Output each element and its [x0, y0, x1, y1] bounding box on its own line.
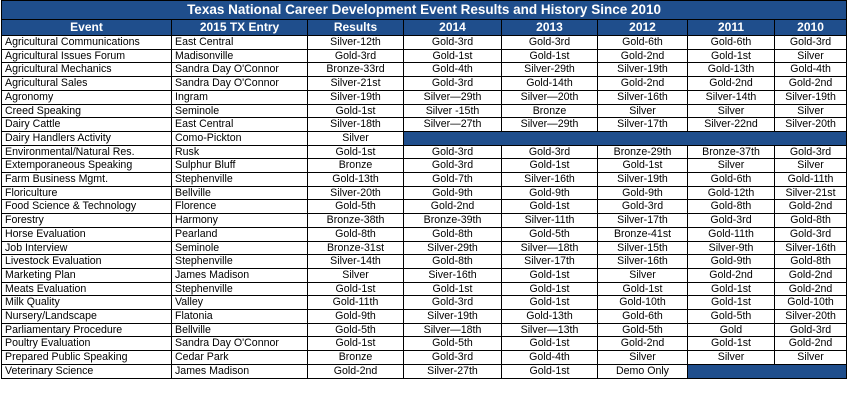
result-cell: Gold-1st: [502, 200, 598, 214]
column-header-2012: 2012: [598, 20, 688, 36]
event-name-cell: Prepared Public Speaking: [2, 351, 172, 365]
result-cell: Silver-16th: [775, 241, 847, 255]
event-name-cell: Food Science & Technology: [2, 200, 172, 214]
result-cell: Silver—27th: [404, 118, 502, 132]
result-cell: Silver-19th: [598, 63, 688, 77]
result-cell: Gold-1st: [598, 282, 688, 296]
result-cell: Silver-17th: [598, 118, 688, 132]
result-cell: Silver-29th: [502, 63, 598, 77]
result-cell: Silver-12th: [308, 36, 404, 50]
entry-cell: Sandra Day O'Connor: [172, 77, 308, 91]
result-cell: Silver-16th: [598, 255, 688, 269]
event-name-cell: Creed Speaking: [2, 104, 172, 118]
event-name-cell: Veterinary Science: [2, 364, 172, 378]
result-cell: Gold-2nd: [775, 337, 847, 351]
result-cell: Gold-4th: [404, 63, 502, 77]
result-cell: Silver-17th: [598, 214, 688, 228]
result-cell: Silver-20th: [775, 118, 847, 132]
table-row: [2, 296, 847, 310]
result-cell: Silver-20th: [308, 186, 404, 200]
result-cell: Gold-8th: [775, 214, 847, 228]
table-row: [2, 227, 847, 241]
result-cell: Gold-2nd: [775, 200, 847, 214]
result-cell: Gold-8th: [688, 200, 775, 214]
table-row: [2, 90, 847, 104]
entry-cell: Bellville: [172, 186, 308, 200]
result-cell: Silver: [598, 351, 688, 365]
result-cell: Silver-16th: [598, 90, 688, 104]
entry-cell: Sulphur Bluff: [172, 159, 308, 173]
table-row: [2, 241, 847, 255]
table-row: [2, 49, 847, 63]
table-row: [2, 173, 847, 187]
result-cell: Gold-11th: [688, 227, 775, 241]
result-cell: Silver-20th: [775, 310, 847, 324]
entry-cell: Seminole: [172, 104, 308, 118]
result-cell: Gold-1st: [502, 364, 598, 378]
entry-cell: James Madison: [172, 364, 308, 378]
result-cell: Gold-5th: [308, 200, 404, 214]
result-cell: Gold-3rd: [598, 200, 688, 214]
result-cell: Gold-3rd: [404, 296, 502, 310]
result-cell: Gold-4th: [502, 351, 598, 365]
result-cell: Gold-9th: [688, 255, 775, 269]
result-cell: Bronze-38th: [308, 214, 404, 228]
result-cell: Gold-8th: [775, 255, 847, 269]
table-row: [2, 268, 847, 282]
column-header-results: Results: [308, 20, 404, 36]
result-cell: Gold-6th: [688, 36, 775, 50]
table-row: [2, 337, 847, 351]
table-row: [2, 214, 847, 228]
result-cell: Silver-14th: [308, 255, 404, 269]
event-name-cell: Marketing Plan: [2, 268, 172, 282]
entry-cell: Florence: [172, 200, 308, 214]
result-cell: Gold-1st: [688, 282, 775, 296]
result-cell: Gold-2nd: [775, 77, 847, 91]
event-name-cell: Floriculture: [2, 186, 172, 200]
result-cell: Gold-1st: [308, 282, 404, 296]
result-cell: Gold-2nd: [688, 268, 775, 282]
event-name-cell: Farm Business Mgmt.: [2, 173, 172, 187]
event-name-cell: Extemporaneous Speaking: [2, 159, 172, 173]
table-row: [2, 186, 847, 200]
event-name-cell: Horse Evaluation: [2, 227, 172, 241]
event-name-cell: Environmental/Natural Res.: [2, 145, 172, 159]
result-cell: Gold-2nd: [598, 77, 688, 91]
result-cell: Gold-13th: [688, 63, 775, 77]
table-row: [2, 104, 847, 118]
result-cell: Gold-1st: [308, 104, 404, 118]
column-header-2015-tx-entry: 2015 TX Entry: [172, 20, 308, 36]
result-cell: Gold: [688, 323, 775, 337]
event-name-cell: Agronomy: [2, 90, 172, 104]
column-header-2014: 2014: [404, 20, 502, 36]
table-row: [2, 118, 847, 132]
result-cell: Silver-9th: [688, 241, 775, 255]
result-cell: Bronze: [502, 104, 598, 118]
result-cell: Gold-2nd: [598, 337, 688, 351]
result-cell: Gold-3rd: [404, 159, 502, 173]
entry-cell: East Central: [172, 36, 308, 50]
result-cell: Gold-1st: [404, 49, 502, 63]
result-cell: Gold-1st: [308, 337, 404, 351]
result-cell: Gold-11th: [308, 296, 404, 310]
result-cell: Gold-2nd: [775, 282, 847, 296]
result-cell: Gold-6th: [598, 310, 688, 324]
result-cell: Silver: [308, 131, 404, 145]
event-name-cell: Dairy Cattle: [2, 118, 172, 132]
result-cell: Silver: [598, 104, 688, 118]
result-cell: Gold-9th: [598, 186, 688, 200]
result-cell: Silver-21st: [775, 186, 847, 200]
result-cell: Silver-17th: [502, 255, 598, 269]
result-cell: Silver: [688, 159, 775, 173]
entry-cell: Stephenville: [172, 255, 308, 269]
result-cell: Silver-14th: [688, 90, 775, 104]
result-cell: Gold-3rd: [502, 36, 598, 50]
entry-cell: Ingram: [172, 90, 308, 104]
entry-cell: Madisonville: [172, 49, 308, 63]
event-name-cell: Forestry: [2, 214, 172, 228]
blank-cell: [404, 131, 847, 145]
result-cell: Silver—13th: [502, 323, 598, 337]
result-cell: Gold-4th: [775, 63, 847, 77]
result-cell: Gold-5th: [598, 323, 688, 337]
result-cell: Gold-6th: [598, 36, 688, 50]
result-cell: Gold-11th: [775, 173, 847, 187]
result-cell: Gold-1st: [308, 145, 404, 159]
result-cell: Gold-14th: [502, 77, 598, 91]
result-cell: Silver-18th: [308, 118, 404, 132]
result-cell: Gold-3rd: [308, 49, 404, 63]
column-header-2013: 2013: [502, 20, 598, 36]
result-cell: Gold-9th: [502, 186, 598, 200]
entry-cell: Rusk: [172, 145, 308, 159]
result-cell: Gold-1st: [688, 296, 775, 310]
table-row: [2, 145, 847, 159]
entry-cell: James Madison: [172, 268, 308, 282]
result-cell: Gold-5th: [404, 337, 502, 351]
result-cell: Gold-3rd: [688, 214, 775, 228]
result-cell: Silver -15th: [404, 104, 502, 118]
blank-cell: [688, 364, 847, 378]
result-cell: Gold-10th: [598, 296, 688, 310]
entry-cell: Cedar Park: [172, 351, 308, 365]
table-body: [2, 36, 847, 379]
result-cell: Gold-1st: [598, 159, 688, 173]
result-cell: Silver-19th: [598, 173, 688, 187]
result-cell: Silver—20th: [502, 90, 598, 104]
result-cell: Gold-13th: [502, 310, 598, 324]
result-cell: Gold-7th: [404, 173, 502, 187]
result-cell: Silver-15th: [598, 241, 688, 255]
result-cell: Gold-12th: [688, 186, 775, 200]
result-cell: Gold-2nd: [404, 200, 502, 214]
result-cell: Bronze-29th: [598, 145, 688, 159]
event-name-cell: Job Interview: [2, 241, 172, 255]
table-row: [2, 36, 847, 50]
event-name-cell: Livestock Evaluation: [2, 255, 172, 269]
result-cell: Silver-29th: [404, 241, 502, 255]
result-cell: Silver: [775, 104, 847, 118]
entry-cell: Como-Pickton: [172, 131, 308, 145]
result-cell: Bronze-39th: [404, 214, 502, 228]
result-cell: Gold-10th: [775, 296, 847, 310]
event-name-cell: Milk Quality: [2, 296, 172, 310]
result-cell: Bronze-37th: [688, 145, 775, 159]
result-cell: Gold-8th: [308, 227, 404, 241]
result-cell: Silver: [308, 268, 404, 282]
entry-cell: Pearland: [172, 227, 308, 241]
table-row: [2, 364, 847, 378]
column-header-event: Event: [2, 20, 172, 36]
result-cell: Gold-1st: [502, 296, 598, 310]
result-cell: Gold-3rd: [775, 227, 847, 241]
result-cell: Siver-16th: [404, 268, 502, 282]
result-cell: Silver: [775, 49, 847, 63]
event-name-cell: Agricultural Communications: [2, 36, 172, 50]
result-cell: Gold-13th: [308, 173, 404, 187]
result-cell: Gold-3rd: [775, 323, 847, 337]
result-cell: Gold-5th: [502, 227, 598, 241]
entry-cell: Valley: [172, 296, 308, 310]
result-cell: Silver-27th: [404, 364, 502, 378]
column-header-row: [2, 20, 847, 36]
result-cell: Silver-16th: [502, 173, 598, 187]
result-cell: Silver-19th: [308, 90, 404, 104]
result-cell: Silver: [598, 268, 688, 282]
result-cell: Gold-3rd: [404, 36, 502, 50]
table-row: [2, 351, 847, 365]
result-cell: Silver: [688, 351, 775, 365]
result-cell: Gold-9th: [404, 186, 502, 200]
result-cell: Gold-2nd: [775, 268, 847, 282]
event-name-cell: Poultry Evaluation: [2, 337, 172, 351]
result-cell: Gold-1st: [502, 159, 598, 173]
event-name-cell: Dairy Handlers Activity: [2, 131, 172, 145]
table-row: [2, 131, 847, 145]
result-cell: Silver: [688, 104, 775, 118]
entry-cell: Stephenville: [172, 282, 308, 296]
result-cell: Gold-1st: [502, 49, 598, 63]
result-cell: Bronze-31st: [308, 241, 404, 255]
result-cell: Gold-5th: [688, 310, 775, 324]
event-name-cell: Agricultural Issues Forum: [2, 49, 172, 63]
entry-cell: Bellville: [172, 323, 308, 337]
result-cell: Gold-6th: [688, 173, 775, 187]
table-row: [2, 200, 847, 214]
result-cell: Gold-3rd: [404, 351, 502, 365]
results-table: [1, 0, 847, 379]
result-cell: Silver: [775, 351, 847, 365]
result-cell: Silver—29th: [502, 118, 598, 132]
event-name-cell: Meats Evaluation: [2, 282, 172, 296]
result-cell: Gold-1st: [688, 337, 775, 351]
entry-cell: Flatonia: [172, 310, 308, 324]
result-cell: Bronze: [308, 351, 404, 365]
result-cell: Bronze-33rd: [308, 63, 404, 77]
result-cell: Gold-1st: [502, 268, 598, 282]
result-cell: Gold-3rd: [775, 36, 847, 50]
table-row: [2, 63, 847, 77]
entry-cell: Harmony: [172, 214, 308, 228]
result-cell: Gold-9th: [308, 310, 404, 324]
result-cell: Silver—18th: [502, 241, 598, 255]
result-cell: Gold-8th: [404, 255, 502, 269]
entry-cell: Seminole: [172, 241, 308, 255]
result-cell: Bronze: [308, 159, 404, 173]
result-cell: Silver—18th: [404, 323, 502, 337]
result-cell: Silver-22nd: [688, 118, 775, 132]
result-cell: Silver-21st: [308, 77, 404, 91]
result-cell: Gold-3rd: [404, 77, 502, 91]
column-header-2010: 2010: [775, 20, 847, 36]
table-title: Texas National Career Development Event Results and History Since 2010: [2, 1, 847, 20]
result-cell: Gold-1st: [404, 282, 502, 296]
result-cell: Silver: [775, 159, 847, 173]
entry-cell: East Central: [172, 118, 308, 132]
table-row: [2, 255, 847, 269]
table-row: [2, 282, 847, 296]
entry-cell: Sandra Day O'Connor: [172, 337, 308, 351]
table-row: [2, 77, 847, 91]
result-cell: Gold-2nd: [308, 364, 404, 378]
result-cell: Silver-11th: [502, 214, 598, 228]
result-cell: Bronze-41st: [598, 227, 688, 241]
entry-cell: Sandra Day O'Connor: [172, 63, 308, 77]
result-cell: Gold-8th: [404, 227, 502, 241]
result-cell: Gold-1st: [502, 282, 598, 296]
entry-cell: Stephenville: [172, 173, 308, 187]
event-name-cell: Nursery/Landscape: [2, 310, 172, 324]
result-cell: Gold-3rd: [404, 145, 502, 159]
table-row: [2, 310, 847, 324]
event-name-cell: Parliamentary Procedure: [2, 323, 172, 337]
result-cell: Silver-19th: [775, 90, 847, 104]
result-cell: Gold-1st: [688, 49, 775, 63]
result-cell: Silver—29th: [404, 90, 502, 104]
result-cell: Gold-1st: [502, 337, 598, 351]
result-cell: Demo Only: [598, 364, 688, 378]
event-name-cell: Agricultural Sales: [2, 77, 172, 91]
table-row: [2, 159, 847, 173]
result-cell: Gold-5th: [308, 323, 404, 337]
result-cell: Gold-3rd: [775, 145, 847, 159]
result-cell: Silver-19th: [404, 310, 502, 324]
result-cell: Gold-2nd: [688, 77, 775, 91]
result-cell: Gold-3rd: [502, 145, 598, 159]
result-cell: Gold-2nd: [598, 49, 688, 63]
event-name-cell: Agricultural Mechanics: [2, 63, 172, 77]
column-header-2011: 2011: [688, 20, 775, 36]
table-row: [2, 323, 847, 337]
